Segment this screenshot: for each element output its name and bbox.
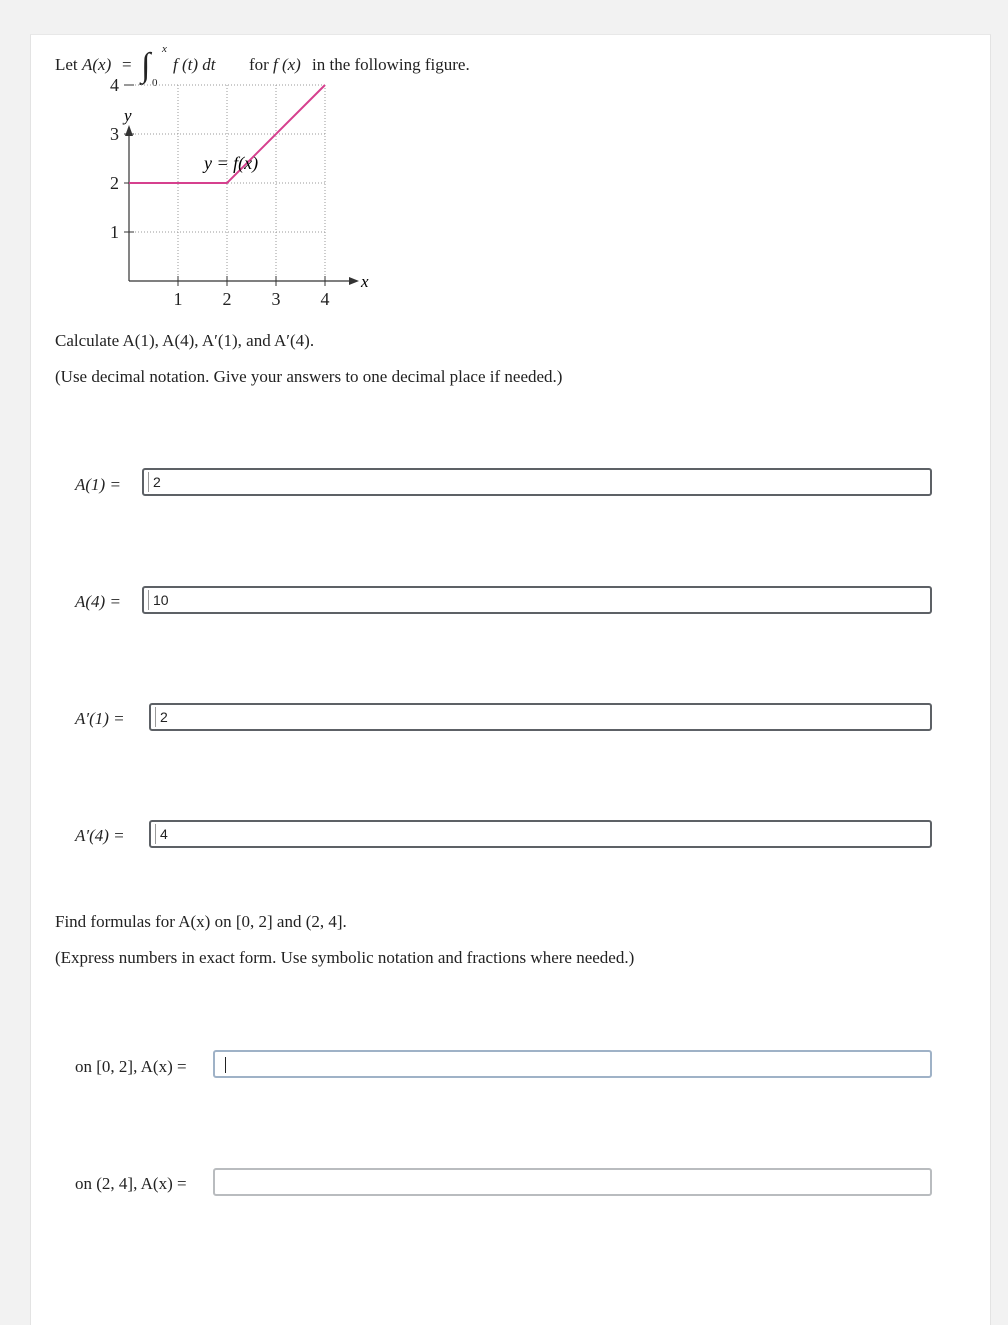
formula-input-0-2[interactable] <box>213 1050 932 1078</box>
intro-for: for <box>249 55 269 74</box>
formula-label-2-4: on (2, 4], A(x) = <box>75 1174 187 1193</box>
intro-function-f: f (x) <box>273 55 301 74</box>
x-axis-label: x <box>361 272 369 291</box>
integral-upper-limit: x <box>162 43 167 55</box>
x-axis-arrow <box>349 277 359 285</box>
answer-value-a1: 2 <box>148 472 161 492</box>
y-tick-label: 4 <box>110 75 119 95</box>
answer-label-aprime1: A′(1) = <box>75 709 125 728</box>
intro-equals: = <box>122 55 132 74</box>
answer-label-a1: A(1) = <box>75 475 121 494</box>
answer-input-aprime1[interactable] <box>149 703 932 731</box>
answer-input-a4[interactable] <box>142 586 932 614</box>
y-tick-label: 3 <box>110 124 119 144</box>
formula-prompt: Find formulas for A(x) on [0, 2] and (2, 4]. <box>55 912 347 931</box>
intro-function: A(x) <box>82 55 112 74</box>
formula-input-2-4[interactable] <box>213 1168 932 1196</box>
x-tick-label: 3 <box>271 289 281 309</box>
formula-label-0-2: on [0, 2], A(x) = <box>75 1057 187 1076</box>
answer-value-aprime1: 2 <box>155 707 168 727</box>
integral-lower-limit: 0 <box>152 77 158 89</box>
answer-label-aprime4: A′(4) = <box>75 826 125 845</box>
answer-input-aprime4[interactable] <box>149 820 932 848</box>
y-tick-label: 1 <box>110 222 119 242</box>
calc-note: (Use decimal notation. Give your answers to one decimal place if needed.) <box>55 367 563 386</box>
x-tick-label: 2 <box>222 289 232 309</box>
formula-text-cursor <box>219 1054 226 1074</box>
intro-prefix: Let <box>55 55 78 74</box>
curve-annotation: y = f(x) <box>204 153 259 173</box>
answer-value-aprime4: 4 <box>155 824 168 844</box>
answer-label-a4: A(4) = <box>75 592 121 611</box>
answer-value-a4: 10 <box>148 590 169 610</box>
integral-sign: ∫ <box>141 47 151 84</box>
axis-ticks <box>110 75 330 309</box>
answer-input-a1[interactable] <box>142 468 932 496</box>
function-graph <box>91 75 381 325</box>
x-tick-label: 4 <box>320 289 330 309</box>
y-axis-label: y <box>124 106 132 125</box>
formula-note: (Express numbers in exact form. Use symbolic notation and fractions where needed.) <box>55 948 635 967</box>
intro-suffix: in the following figure. <box>312 55 470 74</box>
calc-prompt: Calculate A(1), A(4), A′(1), and A′(4). <box>55 331 315 350</box>
y-tick-label: 2 <box>110 173 119 193</box>
question-card <box>30 34 991 1325</box>
integrand: f (t) dt <box>173 55 216 74</box>
x-tick-label: 1 <box>173 289 183 309</box>
